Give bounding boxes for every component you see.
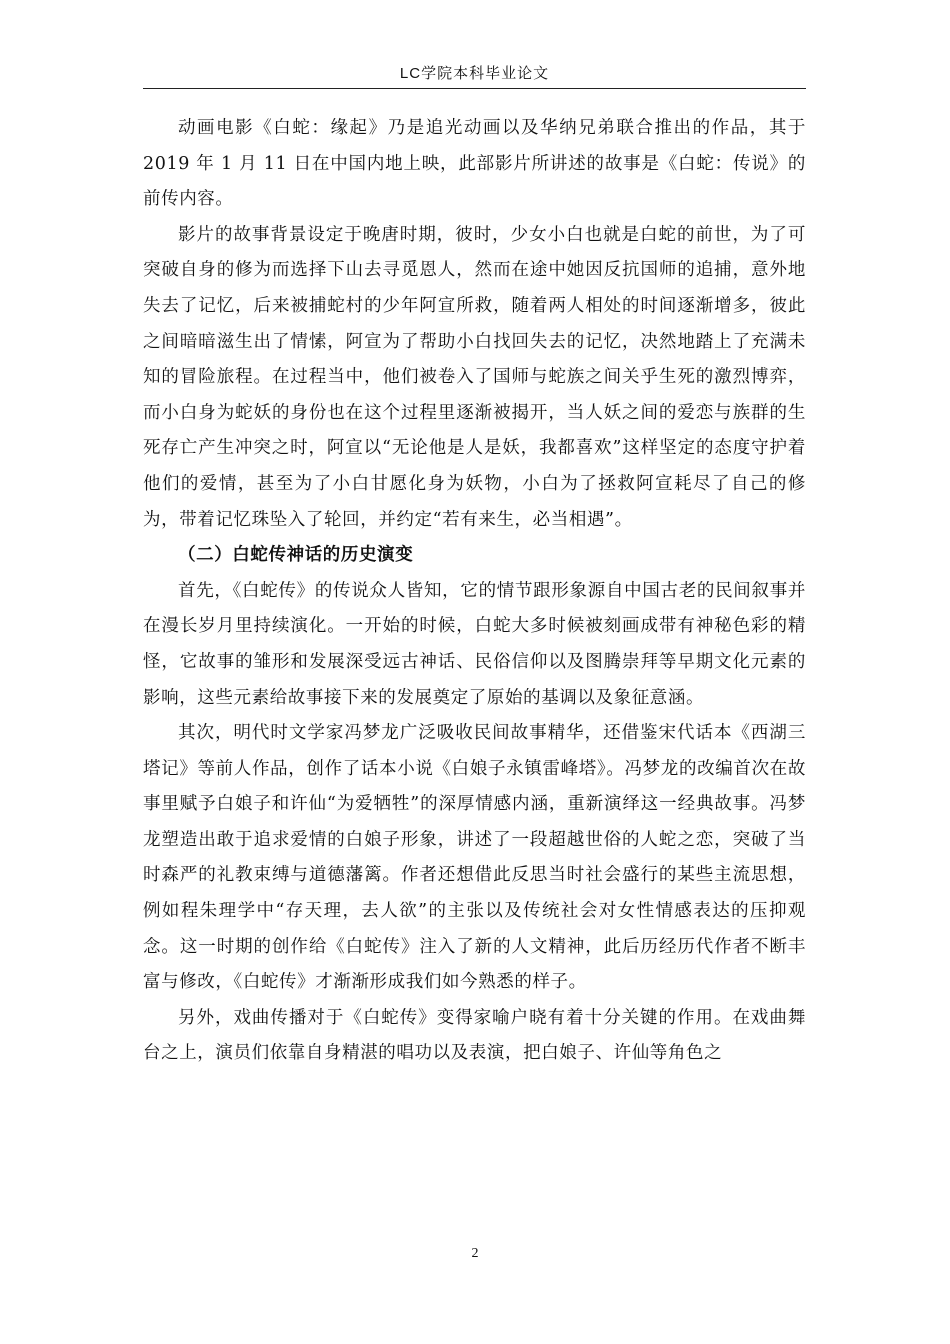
page-number: 2	[471, 1246, 479, 1261]
section-heading: （二）白蛇传神话的历史演变	[178, 545, 414, 566]
header-title: LC学院本科毕业论文	[399, 65, 550, 82]
page-header	[143, 64, 806, 89]
body-paragraph: 另外，戏曲传播对于《白蛇传》变得家喻户晓有着十分关键的作用。在戏曲舞台之上，演员们依靠自身精湛的唱功以及表演，把白娘子、许仙等角色之	[143, 1007, 806, 1064]
body-paragraph: 影片的故事背景设定于晚唐时期，彼时，少女小白也就是白蛇的前世，为了可突破自身的修为而选择下山去寻觅恩人，然而在途中她因反抗国师的追捕，意外地失去了记忆，后来被捕蛇村的少年阿宣所救，随着两人相处的时间逐渐增多，彼此之间暗暗滋生出了情愫，阿宣为了帮助小白找回失去的记忆，决然地踏上了充满未知的冒险旅程。在过程当中，他们被卷入了国师与蛇族之间关乎生死的激烈博弈，而小白身为蛇妖的身份也在这个过程里逐渐被揭开，当人妖之间的爱恋与族群的生死存亡产生冲突之时，阿宣以“无论他是人是妖，我都喜欢”这样坚定的态度守护着他们的爱情，甚至为了小白甘愿化身为妖物，小白为了拯救阿宣耗尽了自己的修为，带着记忆珠坠入了轮回，并约定“若有来生，必当相遇”。	[143, 224, 806, 530]
body-paragraph: 动画电影《白蛇：缘起》乃是追光动画以及华纳兄弟联合推出的作品，其于 2019 年 1 月 11 日在中国内地上映，此部影片所讲述的故事是《白蛇：传说》的前传内容。	[143, 118, 806, 210]
body-paragraph: 其次，明代时文学家冯梦龙广泛吸收民间故事精华，还借鉴宋代话本《西湖三塔记》等前人作品，创作了话本小说《白娘子永镇雷峰塔》。冯梦龙的改编首次在故事里赋予白娘子和许仙“为爱牺牲”的深厚情感内涵，重新演绎这一经典故事。冯梦龙塑造出敢于追求爱情的白娘子形象，讲述了一段超越世俗的人蛇之恋，突破了当时森严的礼教束缚与道德藩篱。作者还想借此反思当时社会盛行的某些主流思想，例如程朱理学中“存天理，去人欲”的主张以及传统社会对女性情感表达的压抑观念。这一时期的创作给《白蛇传》注入了新的人文精神，此后历经历代作者不断丰富与修改，《白蛇传》才渐渐形成我们如今熟悉的样子。	[143, 723, 806, 993]
body-paragraph: 首先，《白蛇传》的传说众人皆知，它的情节跟形象源自中国古老的民间叙事并在漫长岁月里持续演化。一开始的时候，白蛇大多时候被刻画成带有神秘色彩的精怪，它故事的雏形和发展深受远古神话、民俗信仰以及图腾崇拜等早期文化元素的影响，这些元素给故事接下来的发展奠定了原始的基调以及象征意涵。	[143, 580, 806, 708]
document-body	[143, 111, 806, 1072]
